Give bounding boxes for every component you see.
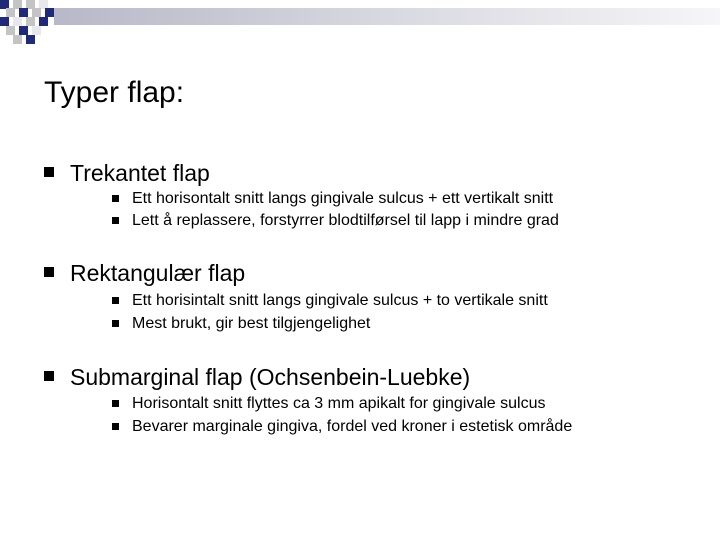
decor-square (6, 8, 15, 17)
decor-square (39, 0, 48, 9)
decor-square (19, 26, 28, 35)
decor-square (0, 17, 9, 26)
sub-bullet-text: Ett horisintalt snitt langs gingivale sulcus + to vertikale snitt (132, 292, 548, 309)
sub-bullet-text: Bevarer marginale gingiva, fordel ved kroner i estetisk område (132, 418, 573, 435)
decor-square (13, 35, 22, 44)
bullet-heading: Trekantet flap (70, 160, 210, 186)
sub-bullet-text: Lett å replassere, forstyrrer blodtilførsel til lapp i mindre grad (132, 212, 559, 229)
square-bullet-icon (44, 371, 54, 381)
sub-bullet-text: Mest brukt, gir best tilgjengelighet (132, 315, 371, 332)
bullet-heading: Rektangulær flap (70, 260, 246, 286)
header-fade-bar (54, 8, 720, 25)
decor-square (13, 17, 22, 26)
decor-square (39, 17, 48, 26)
decor-square (19, 8, 28, 17)
slide-title: Typer flap: (44, 76, 185, 109)
decorative-header-banner (0, 0, 720, 48)
square-bullet-icon (44, 167, 54, 177)
square-bullet-icon (112, 423, 119, 430)
square-bullet-icon (112, 297, 119, 304)
square-bullet-icon (112, 217, 119, 224)
sub-bullet-text: Horisontalt snitt flyttes ca 3 mm apikalt for gingivale sulcus (132, 395, 546, 412)
decor-square (32, 8, 41, 17)
decor-square (26, 0, 35, 9)
square-bullet-icon (44, 267, 54, 277)
square-bullet-icon (112, 400, 119, 407)
square-bullet-icon (112, 195, 119, 202)
decor-square (0, 0, 9, 9)
decor-square (45, 8, 54, 17)
decor-square (26, 17, 35, 26)
decor-square (32, 26, 41, 35)
decor-square (6, 26, 15, 35)
decor-square (26, 35, 35, 44)
sub-bullet-text: Ett horisontalt snitt langs gingivale sulcus + ett vertikalt snitt (132, 190, 554, 207)
bullet-heading: Submarginal flap (Ochsenbein-Luebke) (70, 364, 471, 390)
square-bullet-icon (112, 320, 119, 327)
decor-square (13, 0, 22, 9)
